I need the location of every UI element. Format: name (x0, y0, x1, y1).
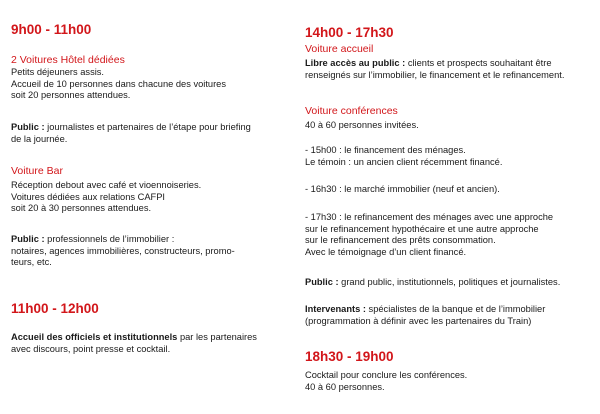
text-line: spécialistes de la banque et de l’immobilier (365, 304, 546, 314)
public-label: Public : (11, 122, 45, 132)
text-line: de la journée. (11, 133, 68, 144)
text-line: teurs, etc. (11, 257, 52, 268)
heading-voiture-bar: Voiture Bar (11, 165, 63, 177)
text-line: soit 20 à 30 personnes attendues. (11, 203, 152, 214)
intervenants-label: Intervenants : (305, 304, 366, 314)
text-line: Accueil de 10 personnes dans chacune des voitures (11, 78, 226, 89)
public-label: Public : (11, 234, 45, 244)
text-line: sur le refinancement hypothécaire et une autre approche (305, 223, 539, 234)
conference-16h30 (305, 184, 500, 196)
conferences-intro: 40 à 60 personnes invitées. (305, 120, 419, 130)
text-line: notaires, agences immobilières, constructeurs, promo- (11, 245, 235, 256)
text-line: renseignés sur l’immobilier, le financement et le refinancement. (305, 69, 565, 80)
text-line: - 15h00 : le financement des ménages. (305, 145, 466, 155)
text-line: Petits déjeuners assis. (11, 67, 105, 77)
cocktail-text (305, 370, 467, 393)
heading-voitures-hotel: 2 Voitures Hôtel dédiées (11, 54, 125, 66)
text-line: sur le refinancement des prêts consommation. (305, 235, 496, 246)
text-line: professionnels de l’immobilier : (44, 234, 175, 244)
time-11h-12h: 11h00 - 12h00 (11, 301, 99, 316)
public-briefing-text (11, 122, 251, 145)
voitures-hotel-text (11, 67, 226, 102)
text-line: Le témoin : un ancien client récemment financé. (305, 156, 503, 167)
text-line: journalistes et partenaires de l’étape pour briefing (44, 122, 251, 132)
time-18h30-19h: 18h30 - 19h00 (305, 349, 394, 364)
text-line: avec discours, point presse et cocktail. (11, 343, 171, 354)
time-9h-11h: 9h00 - 11h00 (11, 22, 92, 37)
heading-voiture-accueil: Voiture accueil (305, 43, 374, 55)
text-line: clients et prospects souhaitant être (405, 58, 552, 68)
officiels-text (11, 332, 257, 355)
libre-acces-label: Libre accès au public : (305, 58, 406, 68)
text-line: Cocktail pour conclure les conférences. (305, 370, 468, 380)
conference-15h (305, 145, 502, 168)
text-line: - 17h30 : le refinancement des ménages avec une approche (305, 212, 554, 222)
text-line: (programmation à définir avec les partenaires du Train) (305, 315, 532, 326)
text-line: Avec le témoignage d’un client financé. (305, 246, 467, 257)
intervenants-text (305, 304, 545, 327)
text-line: soit 20 personnes attendues. (11, 90, 131, 101)
text-line: Voitures dédiées aux relations CAFPI (11, 191, 165, 202)
text-line: grand public, institutionnels, politiques et journalistes. (338, 277, 561, 287)
public-grand-public-text (305, 277, 560, 289)
text-line: - 16h30 : le marché immobilier (neuf et ancien). (305, 184, 500, 194)
conference-17h30 (305, 212, 553, 258)
text-line: Réception debout avec café et vioennoiseries. (11, 180, 202, 190)
public-professionnels-text (11, 234, 235, 269)
voiture-bar-text (11, 180, 201, 215)
text-line: par les partenaires (177, 332, 257, 342)
officiels-label: Accueil des officiels et institutionnels (11, 332, 178, 342)
time-14h-17h30: 14h00 - 17h30 (305, 25, 394, 40)
text-line: 40 à 60 personnes. (305, 381, 385, 392)
heading-voiture-conferences: Voiture conférences (305, 105, 398, 117)
voiture-accueil-text (305, 58, 564, 81)
public-label: Public : (305, 277, 339, 287)
